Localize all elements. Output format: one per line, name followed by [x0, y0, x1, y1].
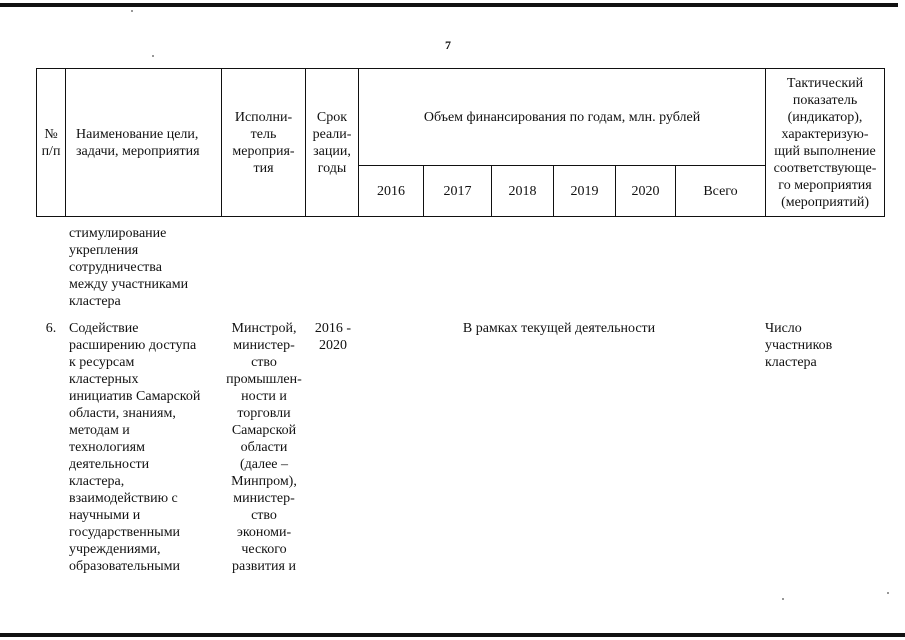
row6-name-line: деятельности	[69, 457, 150, 472]
header-indicator-line: показатель	[792, 92, 858, 108]
scan-speck	[782, 598, 784, 600]
row6-name-line: государственными	[69, 525, 181, 540]
header-name-line: задачи, мероприятия	[76, 143, 200, 159]
header-executor-line: тель	[250, 126, 277, 142]
row6-name-line: инициатив Самарской	[69, 389, 201, 404]
header-num	[37, 69, 66, 217]
row6-term	[307, 320, 359, 354]
row6-term-line: 2016 -	[314, 321, 352, 336]
header-year-2016: 2016	[359, 166, 424, 217]
row6-name-line: взаимодействию с	[69, 491, 178, 506]
top-border-rule	[0, 3, 898, 7]
row6-executor-line: министер-	[233, 491, 295, 506]
row6-name-line: образовательными	[69, 559, 181, 574]
header-year-2017: 2017	[424, 166, 492, 217]
header-year-2018: 2018	[492, 166, 554, 217]
header-num-line: №	[44, 126, 58, 142]
row6-name-line: области, знаниям,	[69, 406, 176, 421]
header-total: Всего	[676, 166, 766, 217]
header-name	[66, 69, 222, 217]
row6-name-line: кластерных	[69, 372, 139, 387]
row6-executor-line: развития и	[232, 559, 296, 574]
row6-executor-line: Минстрой,	[231, 321, 297, 336]
row6-indicator-line: участников	[765, 338, 833, 353]
row6-executor-line: области	[240, 440, 288, 455]
header-executor-line: тия	[253, 160, 274, 176]
row6-executor-line: Минпром),	[231, 474, 297, 489]
header-term-line: годы	[317, 160, 347, 176]
header-executor-line: мероприя-	[232, 143, 295, 159]
continuation-line: сотрудничества	[69, 260, 162, 275]
table-header	[36, 68, 885, 217]
row6-executor-line: (далее –	[239, 457, 289, 472]
header-indicator-line: соответствующе-	[773, 160, 877, 176]
row6-executor-line: торговли	[237, 406, 291, 421]
row6-executor-line: Самарской	[231, 423, 297, 438]
header-term-line: Срок	[316, 109, 348, 125]
header-year-2019: 2019	[554, 166, 616, 217]
row6-executor	[222, 320, 306, 575]
header-indicator-line: го мероприятия	[778, 177, 872, 193]
header-indicator	[766, 69, 885, 217]
row6-executor-line: экономи-	[236, 525, 292, 540]
continuation-text	[69, 225, 219, 310]
header-name-line: Наименование цели,	[76, 126, 199, 142]
continuation-line: стимулирование	[69, 226, 167, 241]
continuation-line: между участниками	[69, 277, 189, 292]
header-indicator-line: (индикатор),	[787, 109, 863, 125]
row6-name-line: методам и	[69, 423, 130, 438]
row6-financing: В рамках текущей деятельности	[462, 321, 656, 336]
header-executor	[222, 69, 306, 217]
header-indicator-line: Тактический	[786, 75, 864, 91]
scan-speck	[131, 10, 133, 12]
bottom-border-rule	[0, 633, 905, 637]
header-term	[306, 69, 359, 217]
header-executor-line: Исполни-	[234, 109, 293, 125]
row6-executor-line: ство	[251, 508, 277, 523]
row6-indicator-line: Число	[765, 321, 802, 336]
scan-speck	[887, 592, 889, 594]
row6-executor-line: министер-	[233, 338, 295, 353]
row6-number: 6.	[45, 321, 57, 336]
header-financing: Объем финансирования по годам, млн. рублей	[359, 69, 766, 166]
row6-executor-line: ство	[251, 355, 277, 370]
row6-name-line: кластера,	[69, 474, 125, 489]
scan-speck	[152, 55, 154, 57]
row6-executor-line: ности и	[241, 389, 287, 404]
row6-name-line: к ресурсам	[69, 355, 135, 370]
row6-name-line: учреждениями,	[69, 542, 161, 557]
continuation-line: укрепления	[69, 243, 139, 258]
header-term-line: реали-	[312, 126, 352, 142]
row6-name-line: расширению доступа	[69, 338, 197, 353]
page-number: 7	[445, 38, 451, 52]
row6-term-line: 2020	[319, 338, 347, 353]
continuation-line: кластера	[69, 294, 121, 309]
row6-name-line: Содействие	[69, 321, 139, 336]
row6-indicator	[765, 320, 883, 371]
row6-name-line: технологиям	[69, 440, 145, 455]
header-num-line: п/п	[41, 143, 61, 159]
row6-name-line: научными и	[69, 508, 141, 523]
header-indicator-line: характеризую-	[781, 126, 869, 142]
header-indicator-line: (мероприятий)	[781, 194, 869, 210]
header-term-line: зации,	[313, 143, 351, 159]
row6-executor-line: промышлен-	[226, 372, 302, 387]
row6-indicator-line: кластера	[765, 355, 817, 370]
header-indicator-line: щий выполнение	[774, 143, 876, 159]
row6-name	[69, 320, 219, 575]
header-year-2020: 2020	[616, 166, 676, 217]
row6-executor-line: ческого	[241, 542, 287, 557]
